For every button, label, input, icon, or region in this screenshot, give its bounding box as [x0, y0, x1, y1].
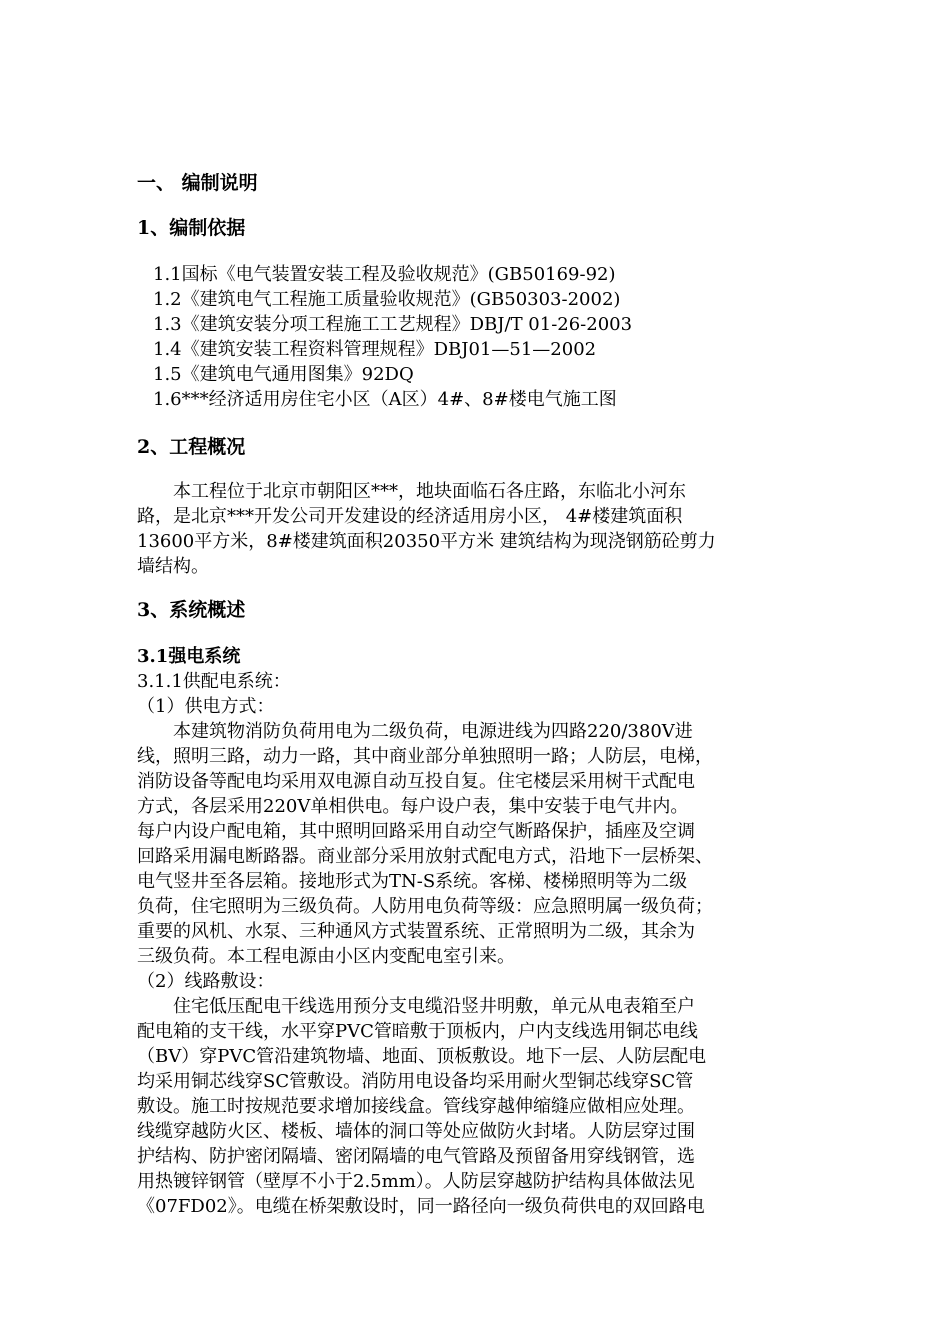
wiring-paragraph	[137, 994, 837, 1219]
paragraph-line: 回路采用漏电断路器。商业部分采用放射式配电方式，沿地下一层桥架、	[137, 846, 713, 867]
paragraph-line: 重要的风机、水泵、三种通风方式装置系统、正常照明为二级，其余为	[137, 921, 695, 942]
paragraph-line: 住宅低压配电干线选用预分支电缆沿竖井明敷，单元从电表箱至户	[173, 996, 695, 1017]
paragraph-line: 负荷，住宅照明为三级负荷。人防用电负荷等级：应急照明属一级负荷；	[137, 896, 713, 917]
paragraph-line: 线缆穿越防火区、楼板、墙体的洞口等处应做防火封堵。人防层穿过围	[137, 1121, 695, 1142]
paragraph-line: 电气竖井至各层箱。接地形式为TN-S系统。客梯、楼梯照明等为二级	[137, 871, 688, 892]
supply-mode-paragraph	[137, 719, 837, 969]
heading-power-supply: 3.1.1供配电系统：	[137, 671, 291, 692]
heading-wiring: （2）线路敷设：	[137, 971, 275, 992]
reference-item: 1.1国标《电气装置安装工程及验收规范》(GB50169-92)	[153, 264, 616, 285]
overview-paragraph	[137, 479, 837, 579]
paragraph-line: 本建筑物消防负荷用电为二级负荷，电源进线为四路220/380V进	[173, 721, 693, 742]
section-title-compilation: 一、 编制说明	[137, 172, 258, 194]
paragraph-line: 护结构、防护密闭隔墙、密闭隔墙的电气管路及预留备用穿线钢管，选	[137, 1146, 695, 1167]
paragraph-line: 均采用铜芯线穿SC管敷设。消防用电设备均采用耐火型铜芯线穿SC管	[137, 1071, 694, 1092]
paragraph-line: 每户内设户配电箱，其中照明回路采用自动空气断路保护，插座及空调	[137, 821, 695, 842]
heading-supply-mode: （1）供电方式：	[137, 696, 275, 717]
paragraph-line: 本工程位于北京市朝阳区***，地块面临石各庄路，东临北小河东	[173, 481, 686, 502]
paragraph-line: 三级负荷。本工程电源由小区内变配电室引来。	[137, 946, 515, 967]
reference-item: 1.3《建筑安装分项工程施工工艺规程》DBJ/T 01-26-2003	[153, 314, 633, 335]
heading-system: 3、系统概述	[137, 599, 246, 621]
paragraph-line: （BV）穿PVC管沿建筑物墙、地面、顶板敷设。地下一层、人防层配电	[137, 1046, 707, 1067]
paragraph-line: 《07FD02》。电缆在桥架敷设时，同一路径向一级负荷供电的双回路电	[137, 1196, 705, 1217]
paragraph-line: 路，是北京***开发公司开发建设的经济适用房小区， 4#楼建筑面积	[137, 506, 683, 527]
paragraph-line: 配电箱的支干线，水平穿PVC管暗敷于顶板内，户内支线选用铜芯电线	[137, 1021, 698, 1042]
paragraph-line: 线，照明三路，动力一路，其中商业部分单独照明一路；人防层，电梯，	[137, 746, 713, 767]
heading-basis: 1、编制依据	[137, 217, 246, 239]
reference-item: 1.6***经济适用房住宅小区（A区）4#、8#楼电气施工图	[153, 389, 617, 410]
heading-strong-current: 3.1强电系统	[137, 646, 241, 667]
paragraph-line: 13600平方米，8#楼建筑面积20350平方米 建筑结构为现浇钢筋砼剪力	[137, 531, 716, 552]
reference-item: 1.4《建筑安装工程资料管理规程》DBJ01—51—2002	[153, 339, 597, 360]
paragraph-line: 敷设。施工时按规范要求增加接线盒。管线穿越伸缩缝应做相应处理。	[137, 1096, 695, 1117]
paragraph-line: 墙结构。	[137, 556, 209, 577]
paragraph-line: 消防设备等配电均采用双电源自动互投自复。住宅楼层采用树干式配电	[137, 771, 695, 792]
paragraph-line: 用热镀锌钢管（壁厚不小于2.5mm）。人防层穿越防护结构具体做法见	[137, 1171, 695, 1192]
paragraph-line: 方式，各层采用220V单相供电。每户设户表，集中安装于电气井内。	[137, 796, 689, 817]
heading-overview: 2、工程概况	[137, 436, 246, 458]
reference-item: 1.5《建筑电气通用图集》92DQ	[153, 364, 414, 385]
reference-item: 1.2《建筑电气工程施工质量验收规范》(GB50303-2002)	[153, 289, 621, 310]
